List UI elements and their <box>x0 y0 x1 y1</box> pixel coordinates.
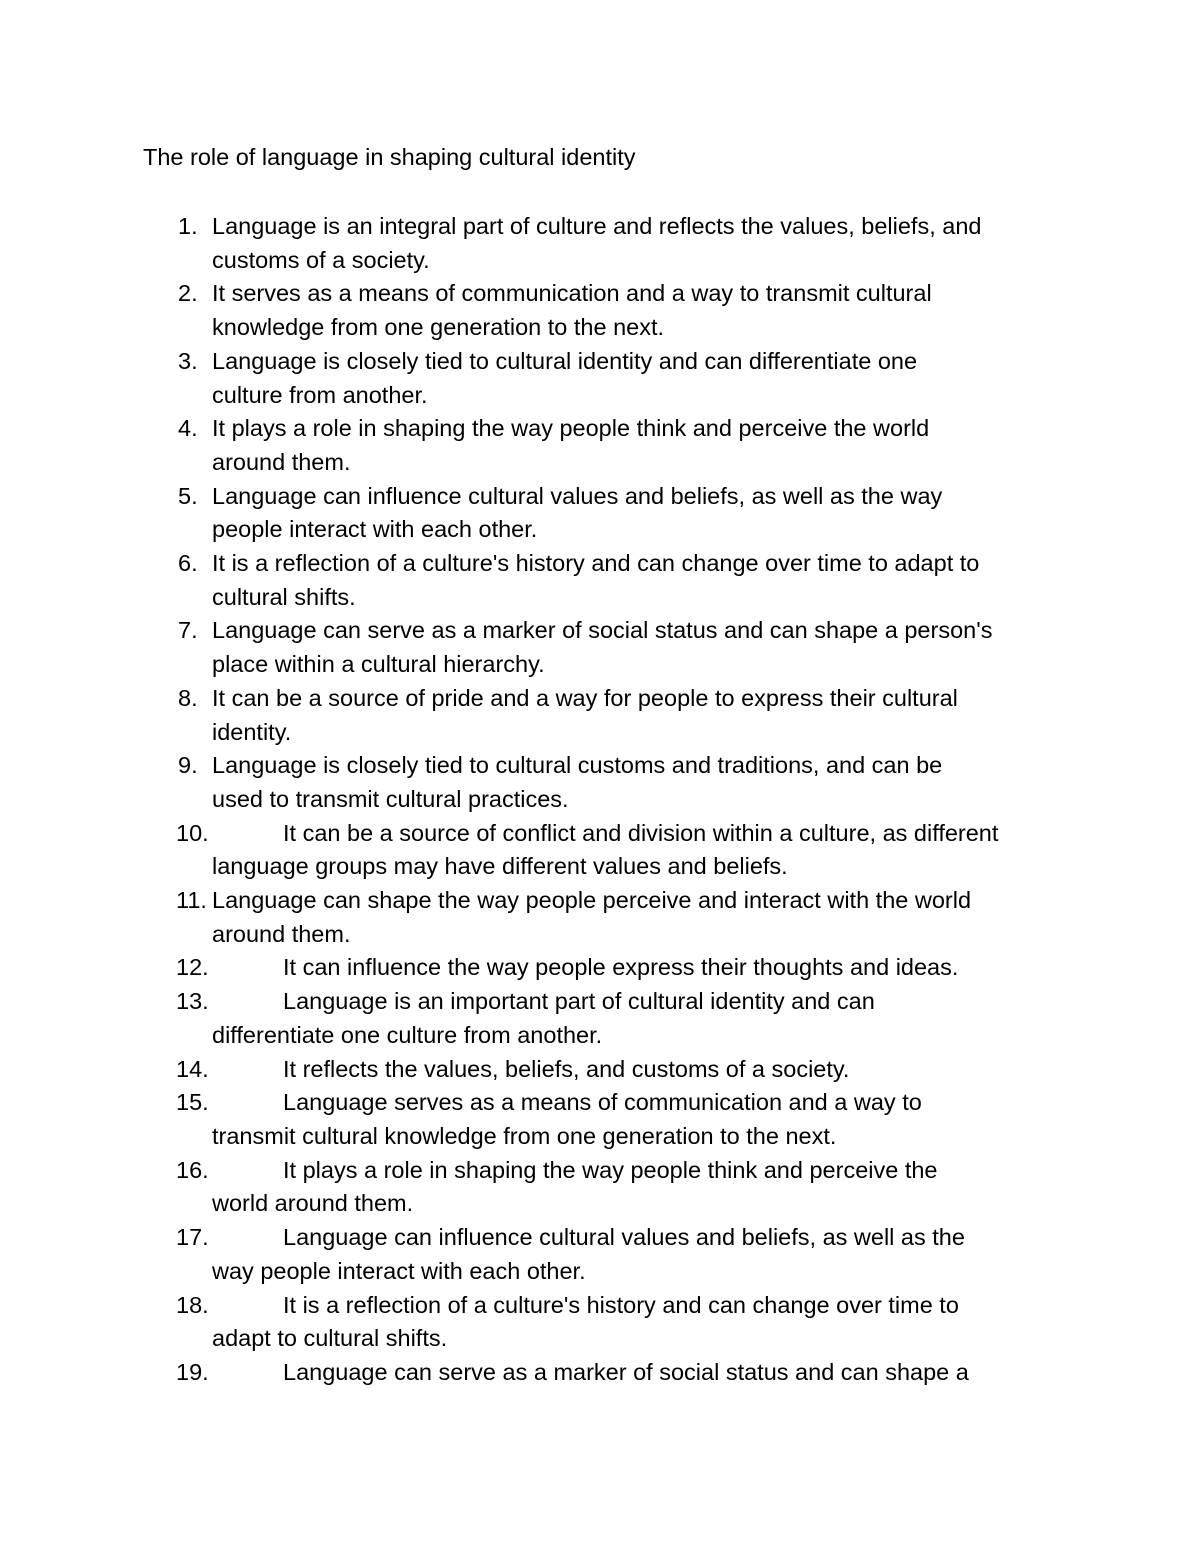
list-item <box>0 951 1200 985</box>
list-item-text: culture from another. <box>212 381 428 408</box>
list-item-text: It is a reflection of a culture's history and can change over time to <box>283 1291 959 1318</box>
list-item-number: 13. <box>176 988 209 1015</box>
list-item <box>0 1221 1200 1288</box>
list-item-number: 9. <box>178 752 198 779</box>
list-item-text: Language serves as a means of communication and a way to <box>283 1089 922 1116</box>
list-item-number: 16. <box>176 1156 209 1183</box>
list-item <box>0 480 1200 547</box>
list-item <box>0 817 1200 884</box>
list-item-number: 11. <box>176 887 207 914</box>
list-item <box>0 1053 1200 1087</box>
list-item-number: 5. <box>178 482 198 509</box>
list-item-text: Language can influence cultural values and beliefs, as well as the <box>283 1224 965 1251</box>
list-item-number: 7. <box>178 617 198 644</box>
list-item-text: Language is an important part of cultural identity and can <box>283 988 875 1015</box>
list-item-text: around them. <box>212 448 351 475</box>
list-item <box>0 749 1200 816</box>
list-item-text: place within a cultural hierarchy. <box>212 651 545 678</box>
list-item-text: customs of a society. <box>212 246 430 273</box>
list-item-text: differentiate one culture from another. <box>212 1021 603 1048</box>
list-item-text: It is a reflection of a culture's history and can change over time to adapt to <box>212 550 980 577</box>
list-item-text: It plays a role in shaping the way people think and perceive the world <box>212 415 930 442</box>
list-item-text: identity. <box>212 718 292 745</box>
list-item <box>0 277 1200 344</box>
list-item-text: language groups may have different values and beliefs. <box>212 853 788 880</box>
list-item-text: transmit cultural knowledge from one generation to the next. <box>212 1122 837 1149</box>
list-item <box>0 884 1200 951</box>
list-item-text: used to transmit cultural practices. <box>212 785 569 812</box>
list-item-number: 3. <box>178 347 198 374</box>
list-item-text: around them. <box>212 920 351 947</box>
list-item-text: adapt to cultural shifts. <box>212 1325 448 1352</box>
list-item <box>0 682 1200 749</box>
list-item-text: Language can influence cultural values and beliefs, as well as the way <box>212 482 943 509</box>
list-item-number: 4. <box>178 415 198 442</box>
list-item-number: 2. <box>178 280 198 307</box>
list-item-text: It can influence the way people express their thoughts and ideas. <box>283 954 959 981</box>
list-item <box>0 210 1200 277</box>
list-item-number: 10. <box>176 819 209 846</box>
list-item-number: 15. <box>176 1089 209 1116</box>
list-item-number: 1. <box>178 213 198 239</box>
list-item-text: It can be a source of conflict and division within a culture, as different <box>283 819 999 846</box>
list-item <box>0 1356 1200 1390</box>
list-item-text: way people interact with each other. <box>212 1257 586 1284</box>
list-item <box>0 345 1200 412</box>
list-item-number: 8. <box>178 684 198 711</box>
list-item-text: Language can serve as a marker of social status and can shape a person's <box>212 617 993 644</box>
list-item <box>0 547 1200 614</box>
list-item <box>0 614 1200 681</box>
list-item <box>0 1154 1200 1221</box>
list-item-text: It plays a role in shaping the way people think and perceive the <box>283 1156 938 1183</box>
list-item-text: Language can serve as a marker of social status and can shape a <box>283 1358 969 1385</box>
list-item-number: 6. <box>178 550 198 577</box>
list-item-text: Language can shape the way people perceive and interact with the world <box>212 887 972 914</box>
list-item-text: It can be a source of pride and a way for people to express their cultural <box>212 684 958 711</box>
list-item-text: Language is an integral part of culture and reflects the values, beliefs, and <box>212 213 982 239</box>
list-item-text: people interact with each other. <box>212 516 538 543</box>
numbered-list <box>0 210 1200 1390</box>
list-item-text: It serves as a means of communication and a way to transmit cultural <box>212 280 932 307</box>
list-item-number: 19. <box>176 1358 209 1385</box>
list-item-number: 14. <box>176 1055 209 1082</box>
document-title: The role of language in shaping cultural identity <box>143 144 636 170</box>
list-item-text: Language is closely tied to cultural identity and can differentiate one <box>212 347 918 374</box>
list-item <box>0 1086 1200 1153</box>
list-item-number: 17. <box>176 1224 209 1251</box>
list-item-text: knowledge from one generation to the next. <box>212 314 665 341</box>
list-item-number: 18. <box>176 1291 209 1318</box>
list-item-number: 12. <box>176 954 209 981</box>
list-item-text: Language is closely tied to cultural customs and traditions, and can be <box>212 752 943 779</box>
list-item-text: cultural shifts. <box>212 583 356 610</box>
list-item <box>0 1289 1200 1356</box>
list-item <box>0 412 1200 479</box>
list-item-text: world around them. <box>212 1190 414 1217</box>
list-item-text: It reflects the values, beliefs, and customs of a society. <box>283 1055 850 1082</box>
list-item <box>0 985 1200 1052</box>
